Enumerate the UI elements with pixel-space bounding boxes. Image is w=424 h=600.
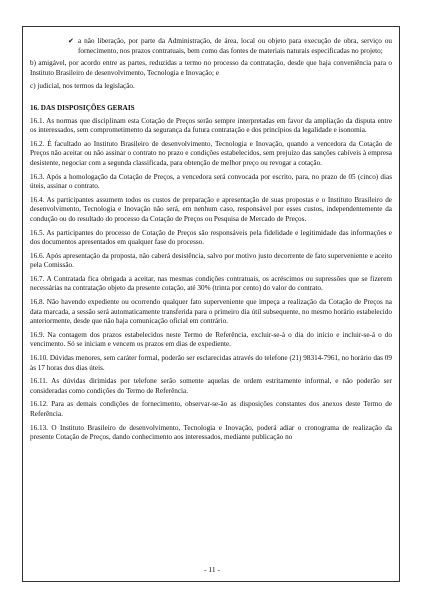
section-title: 16. DAS DISPOSIÇÕES GERAIS — [30, 103, 135, 112]
paragraph-16-9: 16.9. Na contagem dos prazos estabelecidos neste Termo de Referência, excluir-se-á o dia do início e incluir-se-á o do vencimento. Só se iniciam e vencem os prazos em dias de expediente. — [30, 330, 392, 349]
paragraph-16-12: 16.12. Para as demais condições de fornecimento, observar-se-ão as disposições constantes dos anexos deste Termo de Referência. — [30, 400, 392, 418]
paragraph-16-11: 16.11. As dúvidas dirimidas por telefone serão somente aquelas de ordem estritamente informal, e não poderão ser consideradas como condições do Termo de Referência. — [30, 377, 392, 395]
paragraph-16-13: 16.13. O Instituto Brasileiro de desenvolvimento, Tecnologia e Inovação, poderá adiar o cronograma de realização da presente Cotação de Preços, dando conhecimento aos interessados, mediante publicação no — [30, 423, 392, 442]
page-number: - 11 - — [204, 565, 220, 574]
paragraph-16-2: 16.2. É facultado ao Instituto Brasileiro de desenvolvimento, Tecnologia e Inovação, quando a vencedora da Cotação de Preços não aceitar ou não assinar o contrato no prazo e condições estabelecidos, sem prejuízo das sanções cabíveis à empresa desistente, negociar com a segunda classificada, para obtenção de melhor preço ou revogar a cotação. — [30, 139, 392, 167]
list-item — [68, 37, 392, 56]
bullet-text: a não liberação, por parte da Administração, de área, local ou objeto para execução de obra, serviço ou fornecimento, nos prazos contratuais, bem como das fontes de materiais naturais especificadas no projeto; — [78, 37, 392, 55]
paragraph-16-5: 16.5. As participantes do processo de Cotação de Preços são responsáveis pela fidelidade e legitimidade das informações e dos documentos apresentados em qualquer fase do processo. — [30, 228, 392, 247]
paragraph-16-6: 16.6. Após apresentação da proposta, não caberá desistência, salvo por motivo justo decorrente de fato superveniente e aceito pela Comissão. — [30, 251, 392, 270]
paragraph-16-4: 16.4. As participantes assumem todos os custos de preparação e apresentação de suas propostas e o Instituto Brasileiro de desenvolvimento, Tecnologia e Inovação não será, em nenhum caso, responsável por esses custos, independentemente da condução ou do resultado do processo da Cotação de Preços ou Pesquisa de Mercado de Preços. — [30, 195, 392, 223]
paragraph-16-7: 16.7. A Contratada fica obrigada a aceitar, nas mesmas condições contratuais, os acréscimos ou supressões que se fizerem necessárias na contratação objeto da presente cotação, até 30% (trinta por cento) do valor do contrato. — [30, 274, 392, 293]
paragraph-16-1: 16.1. As normas que disciplinam esta Cotação de Preços serão sempre interpretadas em favor da ampliação da disputa entre os interessados, sem comprometimento da segurança da futura contratação e dos princípios da legalidade e isonomia. — [30, 116, 392, 135]
item-c: c) judicial, nos termos da legislação. — [30, 82, 135, 91]
document-body — [30, 37, 392, 445]
paragraph-16-3: 16.3. Após a homologação da Cotação de Preços, a vencedora será convocada por escrito, para, no prazo de 05 (cinco) dias úteis, assinar o contrato. — [30, 172, 392, 191]
paragraph-16-10: 16.10. Dúvidas menores, sem caráter formal, poderão ser esclarecidas através do telefone (21) 98314-7961, no horário das 09 às 17 horas dos dias úteis. — [30, 354, 392, 372]
item-b: b) amigável, por acordo entre as partes, reduzidas a termo no processo da contratação, desde que haja conveniência para o Instituto Brasileiro de desenvolvimento, Tecnologia e Inovação; e — [30, 59, 392, 77]
checkmark-bullet-icon: ✔ — [68, 37, 74, 45]
paragraph-16-8: 16.8. Não havendo expediente ou ocorrendo qualquer fato superveniente que impeça a realização da Cotação de Preços na data marcada, a sessão será automaticamente transferida para o primeiro dia útil subsequente, no mesmo horário estabelecido anteriormente, desde que não haja comunicação oficial em contrário. — [30, 298, 392, 326]
